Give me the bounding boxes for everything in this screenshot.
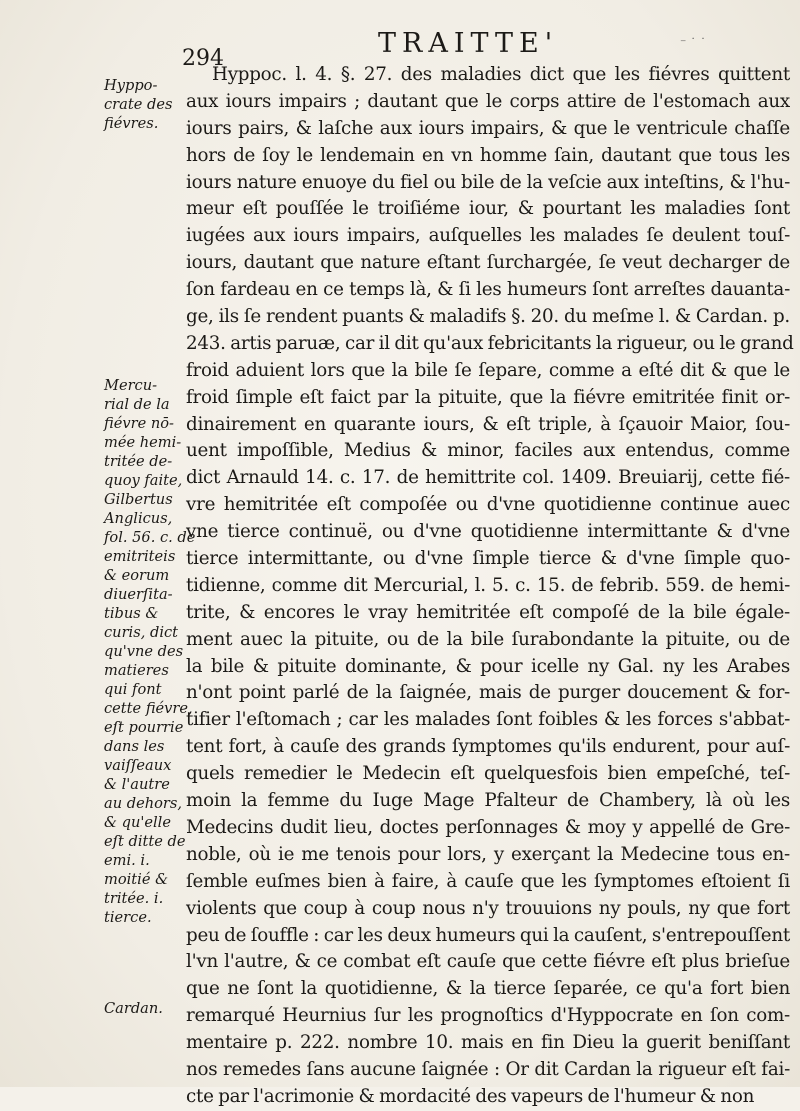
margin-note-line: qui font: [104, 681, 162, 698]
page-number: 294: [182, 46, 224, 71]
margin-note-line: quoy faite,: [104, 472, 183, 489]
margin-note-cardan: [104, 999, 184, 1018]
margin-note-line: tritée. i.: [104, 890, 164, 907]
margin-note-line: tritée de-: [104, 453, 173, 470]
text-line: cte par l'acrimonie & mordacité des vapeurs de l'humeur & non: [186, 1085, 755, 1107]
text-line: violents que coup à coup nous n'y trouuions ny pouls, ny que fort: [186, 897, 790, 919]
margin-note-line: fiévre nō-: [104, 415, 174, 432]
text-line: ſemble euſmes bien à faire, à cauſe que les ſymptomes eſtoient ſi: [186, 870, 790, 892]
text-line: froid ſimple eſt faict par la pituite, que la fiévre emitritée finit or-: [186, 386, 790, 408]
margin-note-line: fol. 56. c. de: [104, 529, 196, 546]
text-line: tent fort, à cauſe des grands ſymptomes qu'ils endurent, pour auſ-: [186, 736, 790, 758]
margin-note-line: Hyppo-: [104, 77, 158, 94]
text-line: tierce intermittante, ou d'vne ſimple tierce & d'vne ſimple quo-: [186, 548, 790, 570]
text-line: ge, ils ſe rendent puants & maladifs §. 20. du meſme l. & Cardan. p.: [186, 306, 790, 328]
margin-note-line: curis, dict: [104, 624, 179, 641]
margin-note-line: vaiſſeaux: [104, 757, 172, 774]
text-line: aux iours impairs ; dautant que le corps attire de l'estomach aux: [186, 90, 790, 112]
margin-note-line: matieres: [104, 662, 169, 679]
margin-note-line: eſt ditte de: [104, 833, 186, 850]
margin-note-line: & qu'elle: [104, 814, 171, 831]
margin-note-line: & l'autre: [104, 776, 170, 793]
text-line: 243. artis paruæ, car il dit qu'aux febricitants la rigueur, ou le grand: [186, 332, 794, 354]
margin-note-line: emitriteis: [104, 548, 176, 565]
text-line: mentaire p. 222. nombre 10. mais en fin Dieu la guerit beniſſant: [186, 1032, 790, 1054]
margin-note-line: tibus &: [104, 605, 159, 622]
margin-note-line: fiévres.: [104, 115, 159, 132]
text-line: l'vn l'autre, & ce combat eſt cauſe que cette fiévre eſt plus brieſue: [186, 951, 790, 973]
margin-note-line: mée hemi-: [104, 434, 182, 451]
text-line: vre hemitritée eſt compoſée ou d'vne quotidienne continue auec: [186, 494, 790, 516]
margin-note-line: emi. i.: [104, 852, 150, 869]
text-line: froid aduient lors que la bile ſe ſepare, comme a eſté dit & que le: [186, 359, 790, 381]
margin-note-line: Mercu-: [104, 377, 158, 394]
text-line: n'ont point parlé de la ſaignée, mais de purger doucement & for-: [186, 682, 790, 704]
margin-note-line: dans les: [104, 738, 165, 755]
margin-note-line: au dehors,: [104, 795, 183, 812]
text-line: dinairement en quarante iours, & eſt triple, à ſçauoir Maior, ſou-: [186, 413, 790, 435]
margin-note-line: diuerſita-: [104, 586, 173, 603]
margin-note-line: & eorum: [104, 567, 170, 584]
text-line: quels remedier le Medecin eſt quelquesfois bien empeſché, teſ-: [186, 763, 790, 785]
text-line: hors de ſoy le lendemain en vn homme ſain, dautant que tous les: [186, 144, 790, 166]
margin-note-line: qu'vne des: [104, 643, 184, 660]
margin-note-line: crate des: [104, 96, 173, 113]
margin-note-mercurial: [104, 376, 196, 927]
margin-note-line: cette fiévre,: [104, 700, 193, 717]
text-line: uent impoſſible, Medius & minor, faciles aux entendus, comme: [186, 440, 790, 462]
text-line: ſon fardeau en ce temps là, & ſi les humeurs ſont arreſtes dauanta-: [186, 279, 790, 301]
margin-note-line: rial de la: [104, 396, 170, 413]
text-line: iugées aux iours impairs, auſquelles les malades ſe deulent touſ-: [186, 225, 790, 247]
text-line: trite, & encores le vray hemitritée eſt compoſé de la bile égale-: [186, 601, 790, 623]
text-line: dict Arnauld 14. c. 17. de hemittrite col. 1409. Breuiarij, cette fié-: [186, 467, 790, 489]
text-line: tidienne, comme dit Mercurial, l. 5. c. 15. de febrib. 559. de hemi-: [186, 574, 790, 596]
text-line: vne tierce continuë, ou d'vne quotidienne intermittante & d'vne: [186, 521, 790, 543]
page-header: [0, 18, 800, 71]
margin-note-line: Cardan.: [104, 1000, 163, 1017]
text-line: ment auec la pituite, ou de la bile ſurabondante la pituite, ou de: [186, 628, 790, 650]
text-line: Hyppoc. l. 4. §. 27. des maladies dict que les fiévres quittent: [212, 64, 790, 85]
body-text: [186, 62, 794, 1107]
text-line: meur eſt pouſſée le troiſiéme iour, & pourtant les maladies ſont: [186, 198, 790, 220]
text-line: iours, dautant que nature eſtant ſurchargée, ſe veut decharger de: [186, 252, 790, 274]
text-line: que ne ſont la quotidienne, & la tierce ſeparée, ce qu'a fort bien: [186, 978, 790, 1000]
text-line: tifier l'eſtomach ; car les malades ſont foibles & les forces s'abbat-: [186, 709, 790, 731]
ornament-mark: ⁻ ˙ ˙: [680, 36, 706, 50]
text-line: iours pairs, & laſche aux iours impairs, & que le ventricule chaſſe: [186, 117, 790, 139]
margin-note-line: Anglicus,: [104, 510, 173, 527]
margin-note-line: eſt pourrie: [104, 719, 184, 736]
running-head: TRAITTE': [378, 28, 559, 59]
text-line: remarqué Heurnius ſur les prognoſtics d'Hyppocrate en ſon com-: [186, 1005, 790, 1027]
text-line: nos remedes ſans aucune ſaignée : Or dit Cardan la rigueur eſt fai-: [186, 1058, 790, 1080]
text-line: iours nature enuoye du fiel ou bile de la veſcie aux inteſtins, & l'hu-: [186, 171, 790, 193]
text-line: noble, où ie me tenois pour lors, y exerçant la Medecine tous en-: [186, 843, 790, 865]
text-line: la bile & pituite dominante, & pour icelle ny Gal. ny les Arabes: [186, 655, 790, 677]
text-line: moin la femme du Iuge Mage Pfalteur de Chambery, là où les: [186, 790, 790, 812]
text-line: peu de ſouffle : car les deux humeurs qui la cauſent, s'entrepouſſent: [186, 924, 790, 946]
margin-note-line: moitié &: [104, 871, 169, 888]
margin-note-line: Gilbertus: [104, 491, 173, 508]
margin-note-line: tierce.: [104, 909, 152, 926]
margin-note-hyppocrate: [104, 76, 184, 133]
margin-notes: [104, 62, 196, 1082]
text-line: Medecins dudit lieu, doctes perſonnages & moy y appellé de Gre-: [186, 816, 790, 838]
